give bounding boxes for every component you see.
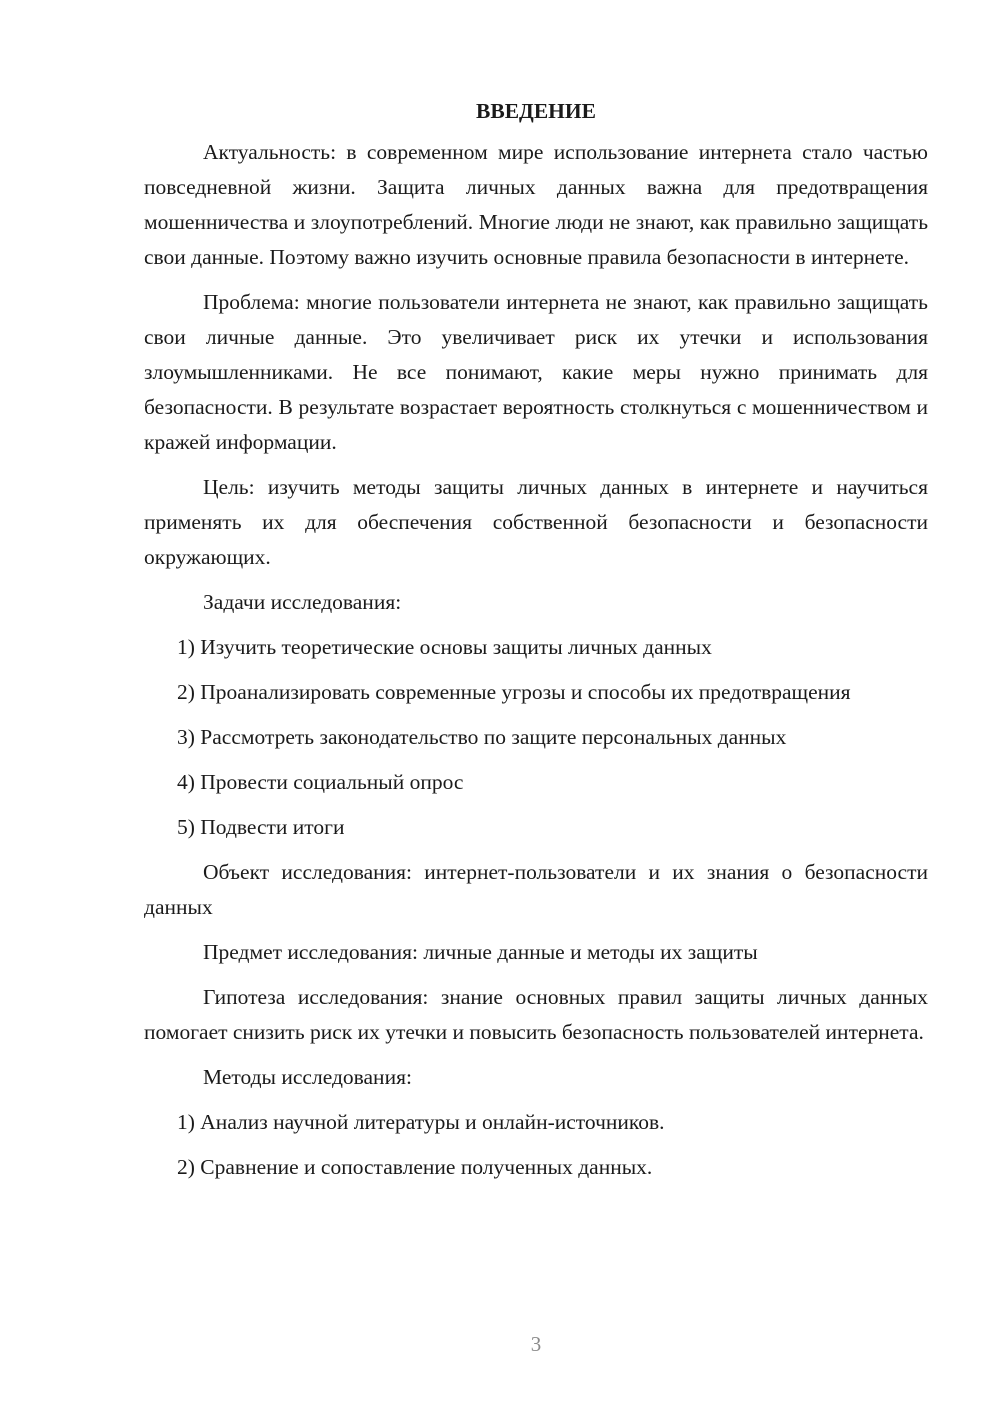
task-item: 3) Рассмотреть законодательство по защите персональных данных <box>177 725 787 749</box>
methods-heading: Методы исследования: <box>203 1065 412 1089</box>
task-item: 4) Провести социальный опрос <box>177 770 464 794</box>
method-item: 1) Анализ научной литературы и онлайн-источников. <box>177 1110 665 1134</box>
task-item: 5) Подвести итоги <box>177 815 345 839</box>
paragraph-goal: Цель: изучить методы защиты личных данных в интернете и научиться применять их для обеспечения собственной безопасности и безопасности окружающих. <box>144 475 928 569</box>
method-item: 2) Сравнение и сопоставление полученных данных. <box>177 1155 653 1179</box>
paragraph-problem: Проблема: многие пользователи интернета не знают, как правильно защищать свои личные данные. Это увеличивает риск их утечки и использования злоумышленниками. Не все понимают, какие меры нужно принимать для безопасности. В результате возрастает вероятность столкнуться с мошенничеством и кражей информации. <box>144 290 928 454</box>
section-title: ВВЕДЕНИЕ <box>476 99 596 123</box>
paragraph-hypothesis: Гипотеза исследования: знание основных правил защиты личных данных помогает снизить риск их утечки и повысить безопасность пользователей интернета. <box>144 985 928 1044</box>
tasks-heading: Задачи исследования: <box>203 590 402 614</box>
paragraph-relevance: Актуальность: в современном мире использование интернета стало частью повседневной жизни. Защита личных данных важна для предотвращения мошенничества и злоупотреблений. Многие люди не знают, как правильно защищать свои данные. Поэтому важно изучить основные правила безопасности в интернете. <box>144 140 928 269</box>
task-item: 2) Проанализировать современные угрозы и способы их предотвращения <box>177 680 851 704</box>
page-number: 3 <box>530 1332 542 1356</box>
paragraph-object: Объект исследования: интернет-пользователи и их знания о безопасности данных <box>144 860 928 919</box>
paragraph-subject: Предмет исследования: личные данные и методы их защиты <box>203 940 758 964</box>
task-item: 1) Изучить теоретические основы защиты личных данных <box>177 635 712 659</box>
page-content <box>144 94 928 1195</box>
